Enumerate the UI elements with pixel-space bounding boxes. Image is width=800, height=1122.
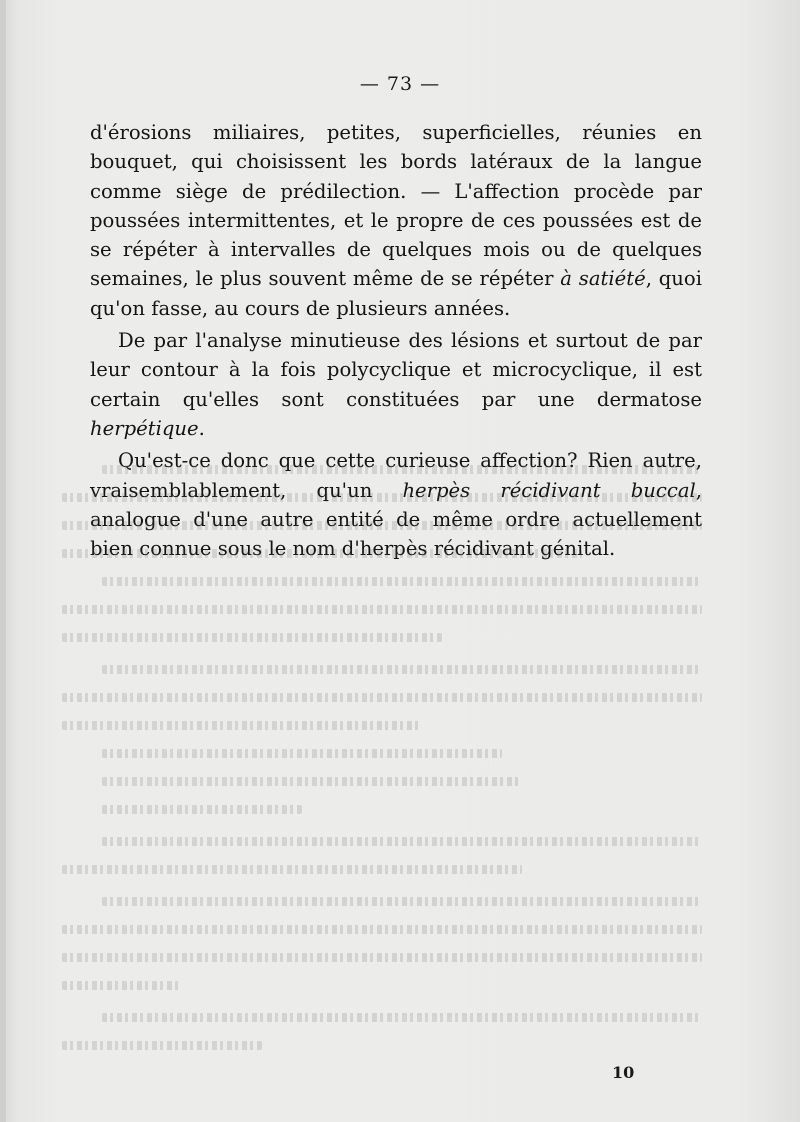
- page-number: — 73 —: [359, 73, 441, 95]
- signature-mark: 10: [612, 1063, 635, 1082]
- paragraph-3-part-1: Qu'est-ce donc que cette curieuse affection? Rien autre, vraisemblablement, qu'un: [90, 449, 702, 502]
- paragraph-1: [90, 118, 702, 323]
- paragraph-2-part-1: De par l'analyse minutieuse des lésions et surtout de par leur contour à la fois polycyclique et microcyclique, il est certain qu'elles sont constituées par une dermatose: [90, 329, 702, 411]
- paragraph-3-italic-herpes-recidivant-buccal: herpès récidivant buccal: [402, 478, 696, 502]
- body-text: [90, 118, 702, 563]
- paragraph-2-part-3: .: [198, 416, 205, 440]
- paragraph-2: [90, 326, 702, 443]
- paragraph-2-italic-herpetique: herpétique: [90, 416, 199, 440]
- paragraph-1-part-1: d'érosions miliaires, petites, superficielles, réunies en bouquet, qui choisissent les bords latéraux de la langue comme siège de prédilection. — L'affection procède par poussées intermittentes, et le propre de ces poussées est de se répéter à intervalles de quelques mois ou de quelques semaines, le plus souvent même de se répéter: [90, 121, 702, 291]
- scan-edge: [0, 0, 6, 1122]
- paragraph-3-part-3: , analogue d'une autre entité de même ordre actuellement bien connue sous le nom d'herpès récidivant génital.: [90, 478, 702, 561]
- paragraph-1-part-3: , quoi qu'on fasse, au cours de plusieurs années.: [90, 267, 702, 320]
- paragraph-3: [90, 446, 702, 563]
- paragraph-1-italic-a-satiete: à satiété: [560, 267, 646, 291]
